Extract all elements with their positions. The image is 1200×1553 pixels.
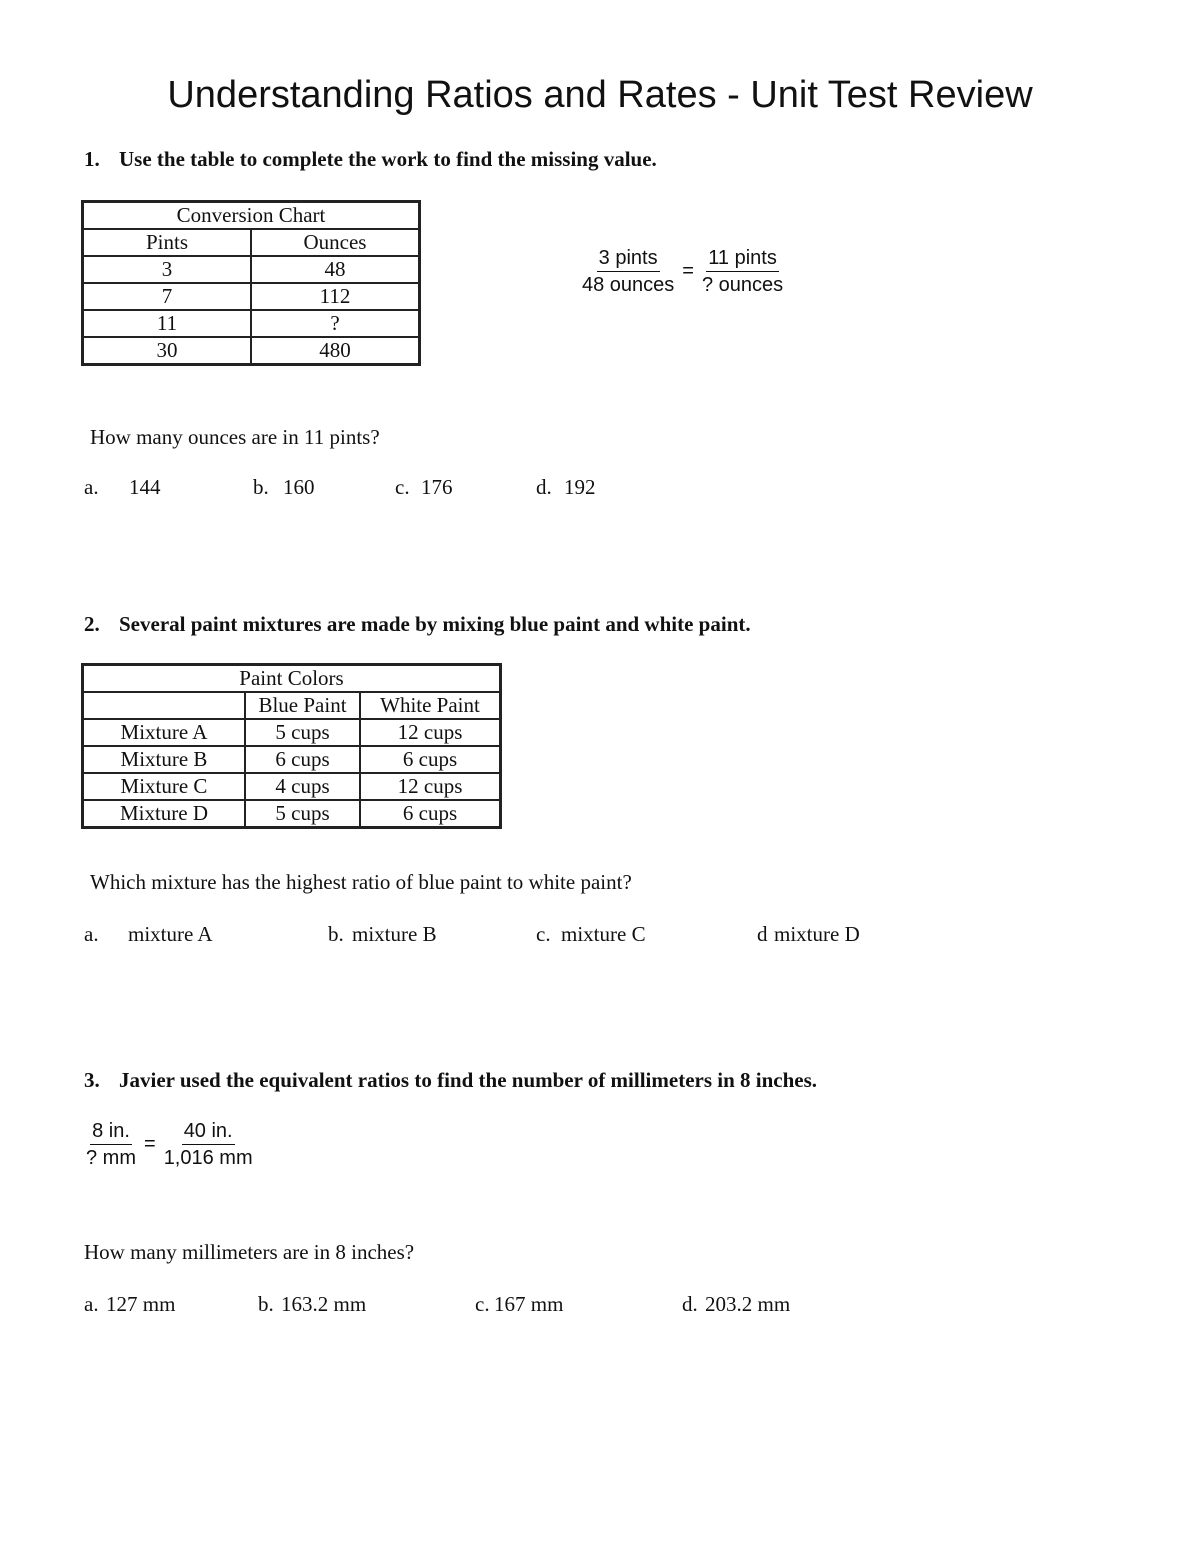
table-cell: 6 cups <box>360 746 501 773</box>
left-fraction <box>580 246 676 297</box>
table-row <box>83 283 420 310</box>
answer-choice-d[interactable] <box>536 475 596 500</box>
table-cell: 480 <box>251 337 420 365</box>
table-cell: 30 <box>83 337 252 365</box>
choice-letter: b. <box>258 1292 274 1316</box>
column-header <box>83 692 246 719</box>
answer-choice-c[interactable] <box>475 1292 563 1317</box>
page-title: Understanding Ratios and Rates - Unit Test Review <box>167 74 1033 116</box>
table-cell: Mixture A <box>83 719 246 746</box>
question-1-prompt: How many ounces are in 11 pints? <box>90 425 380 449</box>
choice-letter: d. <box>682 1292 698 1316</box>
table-cell: 48 <box>251 256 420 283</box>
table-cell: 5 cups <box>245 719 360 746</box>
choice-letter: b. <box>253 475 269 499</box>
choice-text: 160 <box>283 475 315 499</box>
table-cell: Mixture D <box>83 800 246 828</box>
column-header: White Paint <box>360 692 501 719</box>
table-caption: Conversion Chart <box>83 202 420 230</box>
choice-letter: d. <box>536 475 552 499</box>
table-row <box>83 310 420 337</box>
choice-text: mixture B <box>352 922 437 946</box>
choice-text: 192 <box>564 475 596 499</box>
fraction-denominator: 48 ounces <box>582 274 675 296</box>
column-header: Pints <box>83 229 252 256</box>
answer-choice-a[interactable] <box>84 1292 175 1317</box>
question-2-number: 2. <box>84 612 100 636</box>
question-2-text: Several paint mixtures are made by mixing blue paint and white paint. <box>119 612 751 636</box>
proportion-1 <box>580 246 785 297</box>
fraction-denominator: ? mm <box>86 1147 136 1169</box>
table-cell: 4 cups <box>245 773 360 800</box>
choice-letter: a. <box>84 475 99 499</box>
table-row <box>83 800 501 828</box>
choice-text: 176 <box>421 475 453 499</box>
table-cell: Mixture C <box>83 773 246 800</box>
choice-text: 127 mm <box>106 1292 176 1316</box>
answer-choice-b[interactable] <box>253 475 315 500</box>
table-cell: Mixture B <box>83 746 246 773</box>
table-row <box>83 337 420 365</box>
choice-letter: c. <box>475 1292 490 1316</box>
answer-choice-c[interactable] <box>395 475 453 500</box>
table-cell: 11 <box>83 310 252 337</box>
choice-text: 167 mm <box>494 1292 564 1316</box>
equals-sign: = <box>682 260 694 282</box>
answer-choice-b[interactable] <box>258 1292 366 1317</box>
choice-letter: a. <box>84 922 99 946</box>
table-cell: ? <box>251 310 420 337</box>
table-cell: 112 <box>251 283 420 310</box>
choice-letter: d <box>757 922 768 946</box>
table-row <box>83 719 501 746</box>
table-row <box>83 773 501 800</box>
choice-text: mixture A <box>128 922 213 946</box>
table-cell: 12 cups <box>360 773 501 800</box>
answer-choice-d[interactable] <box>682 1292 790 1317</box>
left-fraction <box>84 1119 138 1170</box>
conversion-chart-table <box>81 200 421 366</box>
choice-letter: c. <box>536 922 551 946</box>
choice-letter: a. <box>84 1292 99 1316</box>
answer-choice-d[interactable] <box>757 922 860 947</box>
choice-text: 144 <box>129 475 161 499</box>
question-1-number: 1. <box>84 147 100 171</box>
question-2-heading <box>84 612 751 637</box>
table-cell: 3 <box>83 256 252 283</box>
right-fraction <box>700 246 785 297</box>
answer-choice-a[interactable] <box>84 922 213 947</box>
choice-text: mixture D <box>774 922 860 946</box>
table-row <box>83 256 420 283</box>
answer-choice-a[interactable] <box>84 475 161 500</box>
question-1-heading <box>84 147 657 172</box>
table-cell: 6 cups <box>360 800 501 828</box>
choice-text: 163.2 mm <box>281 1292 367 1316</box>
table-caption: Paint Colors <box>83 665 501 693</box>
column-header: Ounces <box>251 229 420 256</box>
choice-letter: c. <box>395 475 410 499</box>
choice-text: 203.2 mm <box>705 1292 791 1316</box>
table-cell: 6 cups <box>245 746 360 773</box>
table-cell: 7 <box>83 283 252 310</box>
question-3-number: 3. <box>84 1068 100 1092</box>
choice-letter: b. <box>328 922 344 946</box>
answer-choice-c[interactable] <box>536 922 646 947</box>
fraction-numerator: 11 pints <box>706 246 779 272</box>
table-row <box>83 746 501 773</box>
fraction-numerator: 40 in. <box>182 1119 235 1145</box>
question-3-text: Javier used the equivalent ratios to find the number of millimeters in 8 inches. <box>119 1068 818 1092</box>
question-1-text: Use the table to complete the work to find the missing value. <box>119 147 657 171</box>
paint-colors-table <box>81 663 502 829</box>
question-2-prompt: Which mixture has the highest ratio of blue paint to white paint? <box>90 870 632 894</box>
equals-sign: = <box>144 1133 156 1155</box>
question-3-prompt: How many millimeters are in 8 inches? <box>84 1240 415 1264</box>
fraction-numerator: 8 in. <box>90 1119 132 1145</box>
proportion-3 <box>84 1119 255 1170</box>
answer-choice-b[interactable] <box>328 922 437 947</box>
table-cell: 12 cups <box>360 719 501 746</box>
question-3-heading <box>84 1068 817 1093</box>
column-header: Blue Paint <box>245 692 360 719</box>
table-cell: 5 cups <box>245 800 360 828</box>
choice-text: mixture C <box>561 922 646 946</box>
fraction-denominator: ? ounces <box>701 274 784 296</box>
fraction-numerator: 3 pints <box>597 246 660 272</box>
right-fraction <box>162 1119 255 1170</box>
fraction-denominator: 1,016 mm <box>163 1147 253 1169</box>
